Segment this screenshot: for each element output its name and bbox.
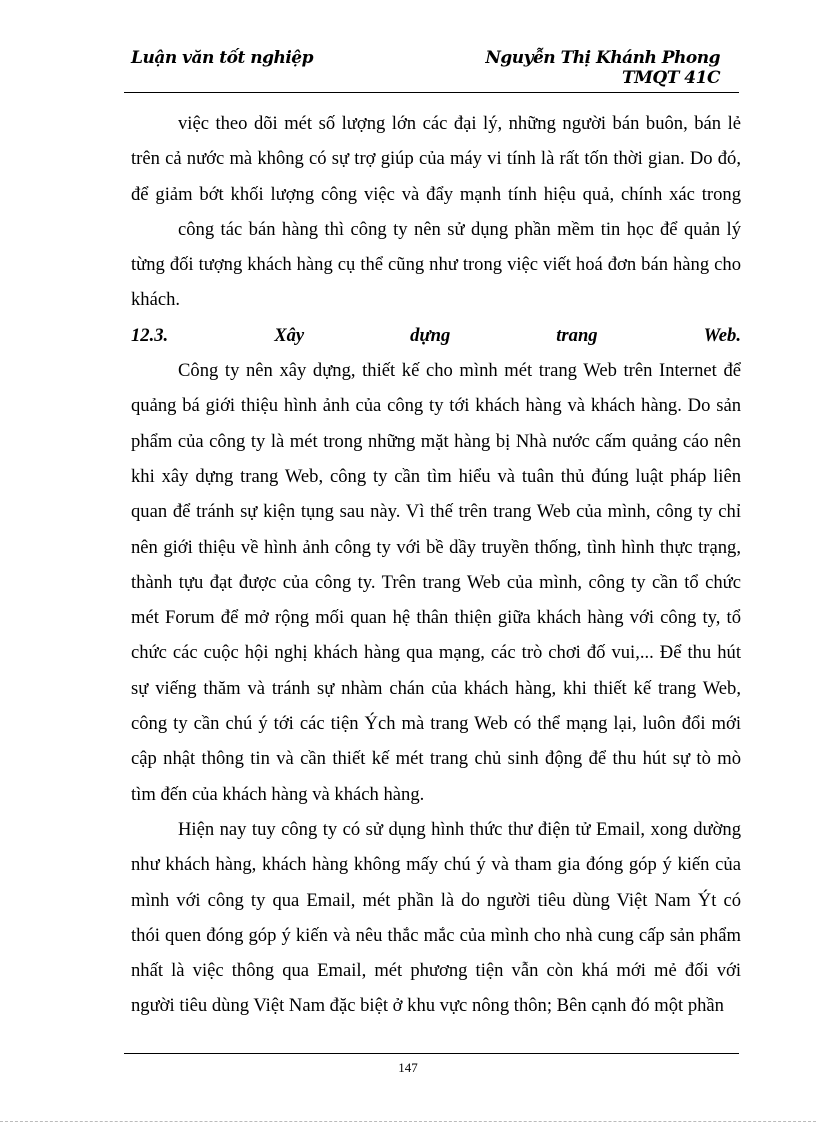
page-number: 147 [398, 1060, 418, 1075]
footer-rule [124, 1053, 739, 1054]
section-number: 12.3. [131, 324, 169, 346]
body-line: khách. [131, 289, 181, 311]
header-author: Nguyễn Thị Khánh Phong [485, 48, 720, 68]
header-left-title: Luận văn tốt nghiệp [131, 48, 314, 68]
body-line: sự viếng thăm và tránh sự nhàm chán của khách hàng, khi thiết kế trang Web, [131, 677, 741, 699]
body-line: tìm đến của khách hàng và khách hàng. [131, 783, 425, 805]
body-line: mình với công ty qua Email, mét phần là do người tiêu dùng Việt Nam Ýt có [131, 889, 741, 911]
page-edge-divider [0, 1121, 816, 1122]
body-line: quảng bá giới thiệu hình ảnh của công ty tới khách hàng và khách hàng. Do sản [131, 395, 741, 417]
body-line: công ty cần chú ý tới các tiện Ých mà trang Web có thể mạng lại, luôn đổi mới [131, 713, 741, 735]
body-line: để giảm bớt khối lượng công việc và đẩy mạnh tính hiệu quả, chính xác trong [131, 183, 741, 205]
body-line: Hiện nay tuy công ty có sử dụng hình thức thư điện tử Email, xong dường [178, 818, 741, 840]
header-rule [124, 92, 739, 93]
body-line: trên cả nước mà không có sự trợ giúp của máy vi tính là rất tốn thời gian. Do đó, [131, 148, 741, 170]
body-line: việc theo dõi mét số lượng lớn các đại lý, những người bán buôn, bán lẻ [178, 113, 741, 134]
body-line: người tiêu dùng Việt Nam đặc biệt ở khu vực nông thôn; Bên cạnh đó một phần [131, 995, 724, 1017]
body-line: công tác bán hàng thì công ty nên sử dụng phần mềm tin học để quản lý [178, 218, 741, 240]
header-right [485, 48, 720, 88]
body-line: Công ty nên xây dựng, thiết kế cho mình mét trang Web trên Internet để [178, 360, 741, 382]
body-line: từng đối tượng khách hàng cụ thể cũng như trong việc viết hoá đơn bán hàng cho [131, 254, 741, 276]
header-class: TMQT 41C [621, 68, 720, 88]
body-line: nhất là việc thông qua Email, mét phương tiện vẫn còn khá mới mẻ đối với [131, 960, 741, 982]
body-line: nên giới thiệu về hình ảnh công ty với bề dầy truyền thống, tình hình thực trạng, [131, 536, 741, 558]
body-line: thành tựu đạt được của công ty. Trên trang Web của mình, công ty cần tổ chức [131, 571, 741, 593]
body-line: mét Forum để mở rộng mối quan hệ thân thiện giữa khách hàng với công ty, tổ [131, 607, 741, 629]
section-heading [131, 318, 741, 353]
body-line: thói quen đóng góp ý kiến và nêu thắc mắc của mình cho nhà cung cấp sản phẩm [131, 924, 741, 946]
body-line: khi xây dựng trang Web, công ty cần tìm hiểu và tuân thủ đúng luật pháp liên [131, 465, 741, 487]
body-line: như khách hàng, khách hàng không mấy chú ý và tham gia đóng góp ý kiến của [131, 854, 741, 876]
heading-word: Web. [703, 324, 741, 346]
heading-word: dựng [410, 324, 451, 346]
body-line: chức các cuộc hội nghị khách hàng qua mạng, các trò chơi đố vui,... Để thu hút [131, 642, 741, 664]
body-line: quan để tránh sự kiện tụng sau này. Vì thế trên trang Web của mình, công ty chỉ [131, 501, 741, 523]
heading-word: trang [556, 324, 598, 346]
body-line: phẩm của công ty là mét trong những mặt hàng bị Nhà nước cấm quảng cáo nên [131, 430, 741, 452]
page-body [131, 106, 741, 1024]
heading-word: Xây [274, 324, 305, 346]
body-line: cập nhật thông tin và cần thiết kế mét trang chủ sinh động để thu hút sự tò mò [131, 748, 741, 770]
